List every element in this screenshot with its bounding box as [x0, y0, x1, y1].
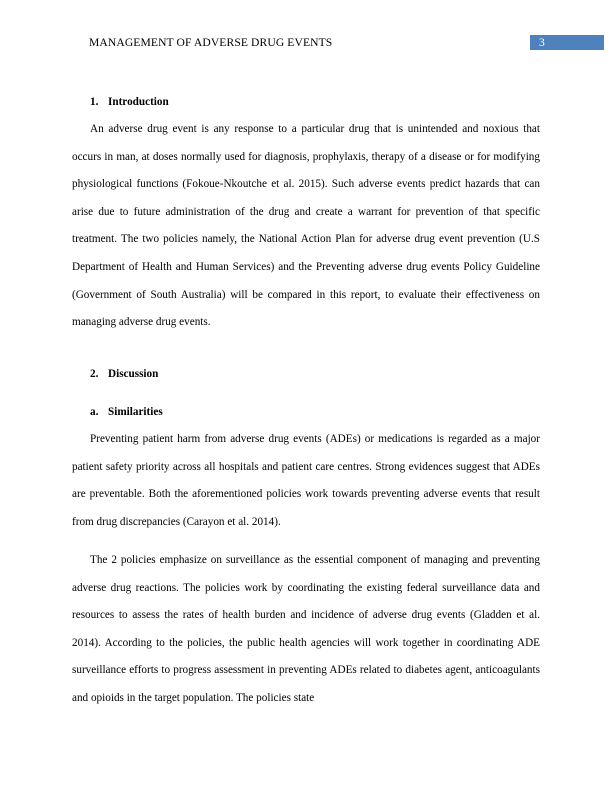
intro-heading-title: Introduction — [108, 96, 169, 108]
running-head: MANAGEMENT OF ADVERSE DRUG EVENTS — [89, 36, 333, 49]
discussion-heading-number: 2. — [90, 368, 99, 380]
similarities-paragraph-1: Preventing patient harm from adverse drug events (ADEs) or medications is regarded as a major patient safety priority across all hospitals and patient care centres. Strong evidences suggest that ADEs are preventable. Both the aforementioned policies work towards preventing adverse events that result from drug discrepancies (Carayon et al. 2014). — [72, 433, 540, 528]
page-number: 3 — [539, 36, 545, 49]
page-number-box — [530, 35, 604, 50]
similarities-heading — [90, 406, 163, 418]
similarities-heading-title: Similarities — [108, 406, 163, 418]
similarities-heading-number: a. — [90, 406, 99, 418]
similarities-paragraph-2: The 2 policies emphasize on surveillance as the essential component of managing and preventing adverse drug reactions. The policies work by coordinating the existing federal surveillance data and resources to assess the rates of health burden and incidence of adverse drug events (Gladden et al. 2014). According to the policies, the public health agencies will work together in coordinating ADE surveillance efforts to progress assessment in preventing ADEs related to diabetes agent, anticoagulants and opioids in the target population. The policies state — [72, 554, 540, 704]
discussion-heading — [90, 368, 158, 380]
discussion-heading-title: Discussion — [108, 368, 159, 380]
intro-paragraph: An adverse drug event is any response to a particular drug that is unintended and noxious that occurs in man, at doses normally used for diagnosis, prophylaxis, therapy of a disease or for modifying physiological functions (Fokoue-Nkoutche et al. 2015). Such adverse events predict hazards that can arise due to future administration of the drug and create a warrant for prevention of that specific treatment. The two policies namely, the National Action Plan for adverse drug event prevention (U.S Department of Health and Human Services) and the Preventing adverse drug events Policy Guideline (Government of South Australia) will be compared in this report, to evaluate their effectiveness on managing adverse drug events. — [72, 123, 540, 329]
intro-heading — [90, 96, 169, 108]
intro-heading-number: 1. — [90, 96, 99, 108]
